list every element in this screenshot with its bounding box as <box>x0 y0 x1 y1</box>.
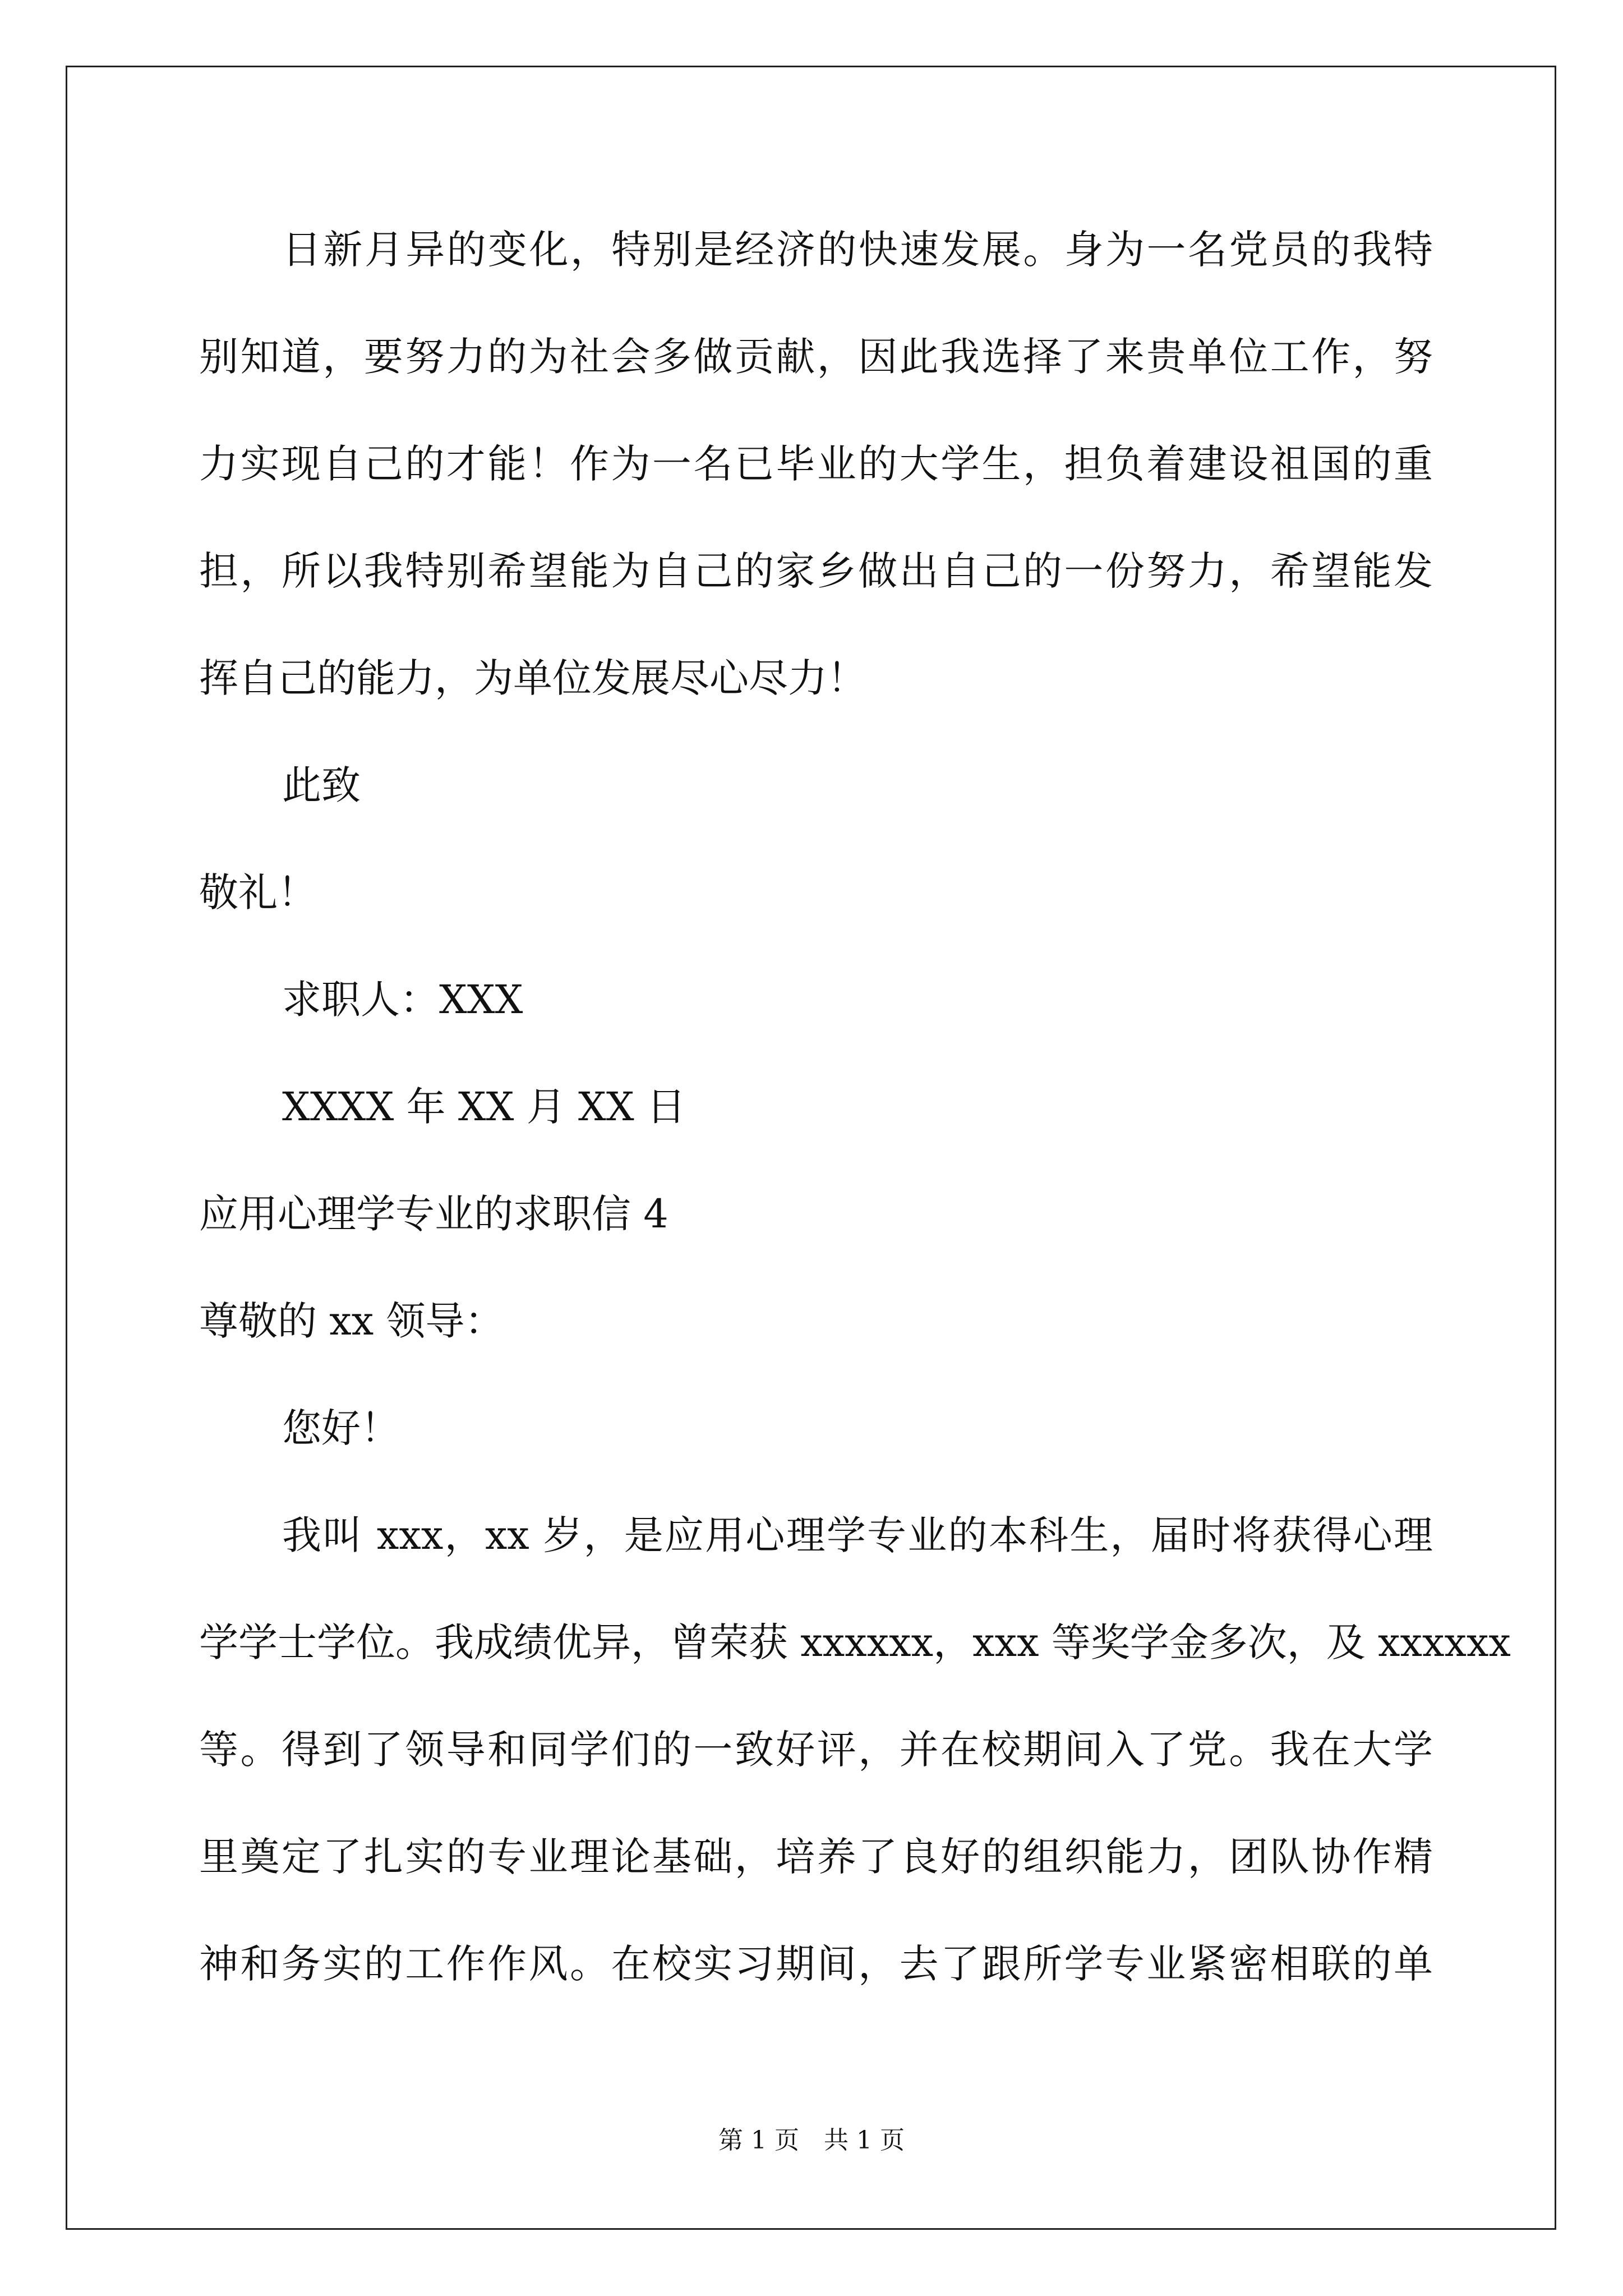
paragraph1-line-1: 日新月异的变化，特别是经济的快速发展。身为一名党员的我特 <box>282 227 1433 273</box>
date: XXXX 年 XX 月 XX 日 <box>282 1084 686 1130</box>
paragraph2-line-3: 等。得到了领导和同学们的一致好评，并在校期间入了党。我在大学 <box>199 1727 1433 1773</box>
closing-jing-li: 敬礼！ <box>199 869 317 915</box>
paragraph1-line-5: 挥自己的能力，为单位发展尽心尽力！ <box>199 655 866 701</box>
section-title: 应用心理学专业的求职信 4 <box>199 1191 668 1237</box>
paragraph2-line-5: 神和务实的工作作风。在校实习期间，去了跟所学专业紧密相联的单 <box>199 1941 1433 1987</box>
paragraph2-line-1: 我叫 xxx，xx 岁，是应用心理学专业的本科生，届时将获得心理 <box>282 1512 1433 1558</box>
greeting: 您好！ <box>282 1405 400 1451</box>
salutation: 尊敬的 xx 领导： <box>199 1298 504 1344</box>
paragraph1-line-4: 担，所以我特别希望能为自己的家乡做出自己的一份努力，希望能发 <box>199 548 1433 594</box>
closing-ci-zhi: 此致 <box>282 762 361 808</box>
page-footer: 第 1 页 共 1 页 <box>718 2126 905 2155</box>
signature: 求职人：XXX <box>282 977 523 1023</box>
paragraph2-line-2: 学学士学位。我成绩优异，曾荣获 xxxxxx，xxx 等奖学金多次，及 xxxxxx <box>199 1619 1511 1665</box>
paragraph1-line-2: 别知道，要努力的为社会多做贡献，因此我选择了来贵单位工作，努 <box>199 334 1433 380</box>
page-border <box>66 66 1556 2230</box>
paragraph2-line-4: 里奠定了扎实的专业理论基础，培养了良好的组织能力，团队协作精 <box>199 1834 1433 1880</box>
paragraph1-line-3: 力实现自己的才能！作为一名已毕业的大学生，担负着建设祖国的重 <box>199 441 1433 487</box>
